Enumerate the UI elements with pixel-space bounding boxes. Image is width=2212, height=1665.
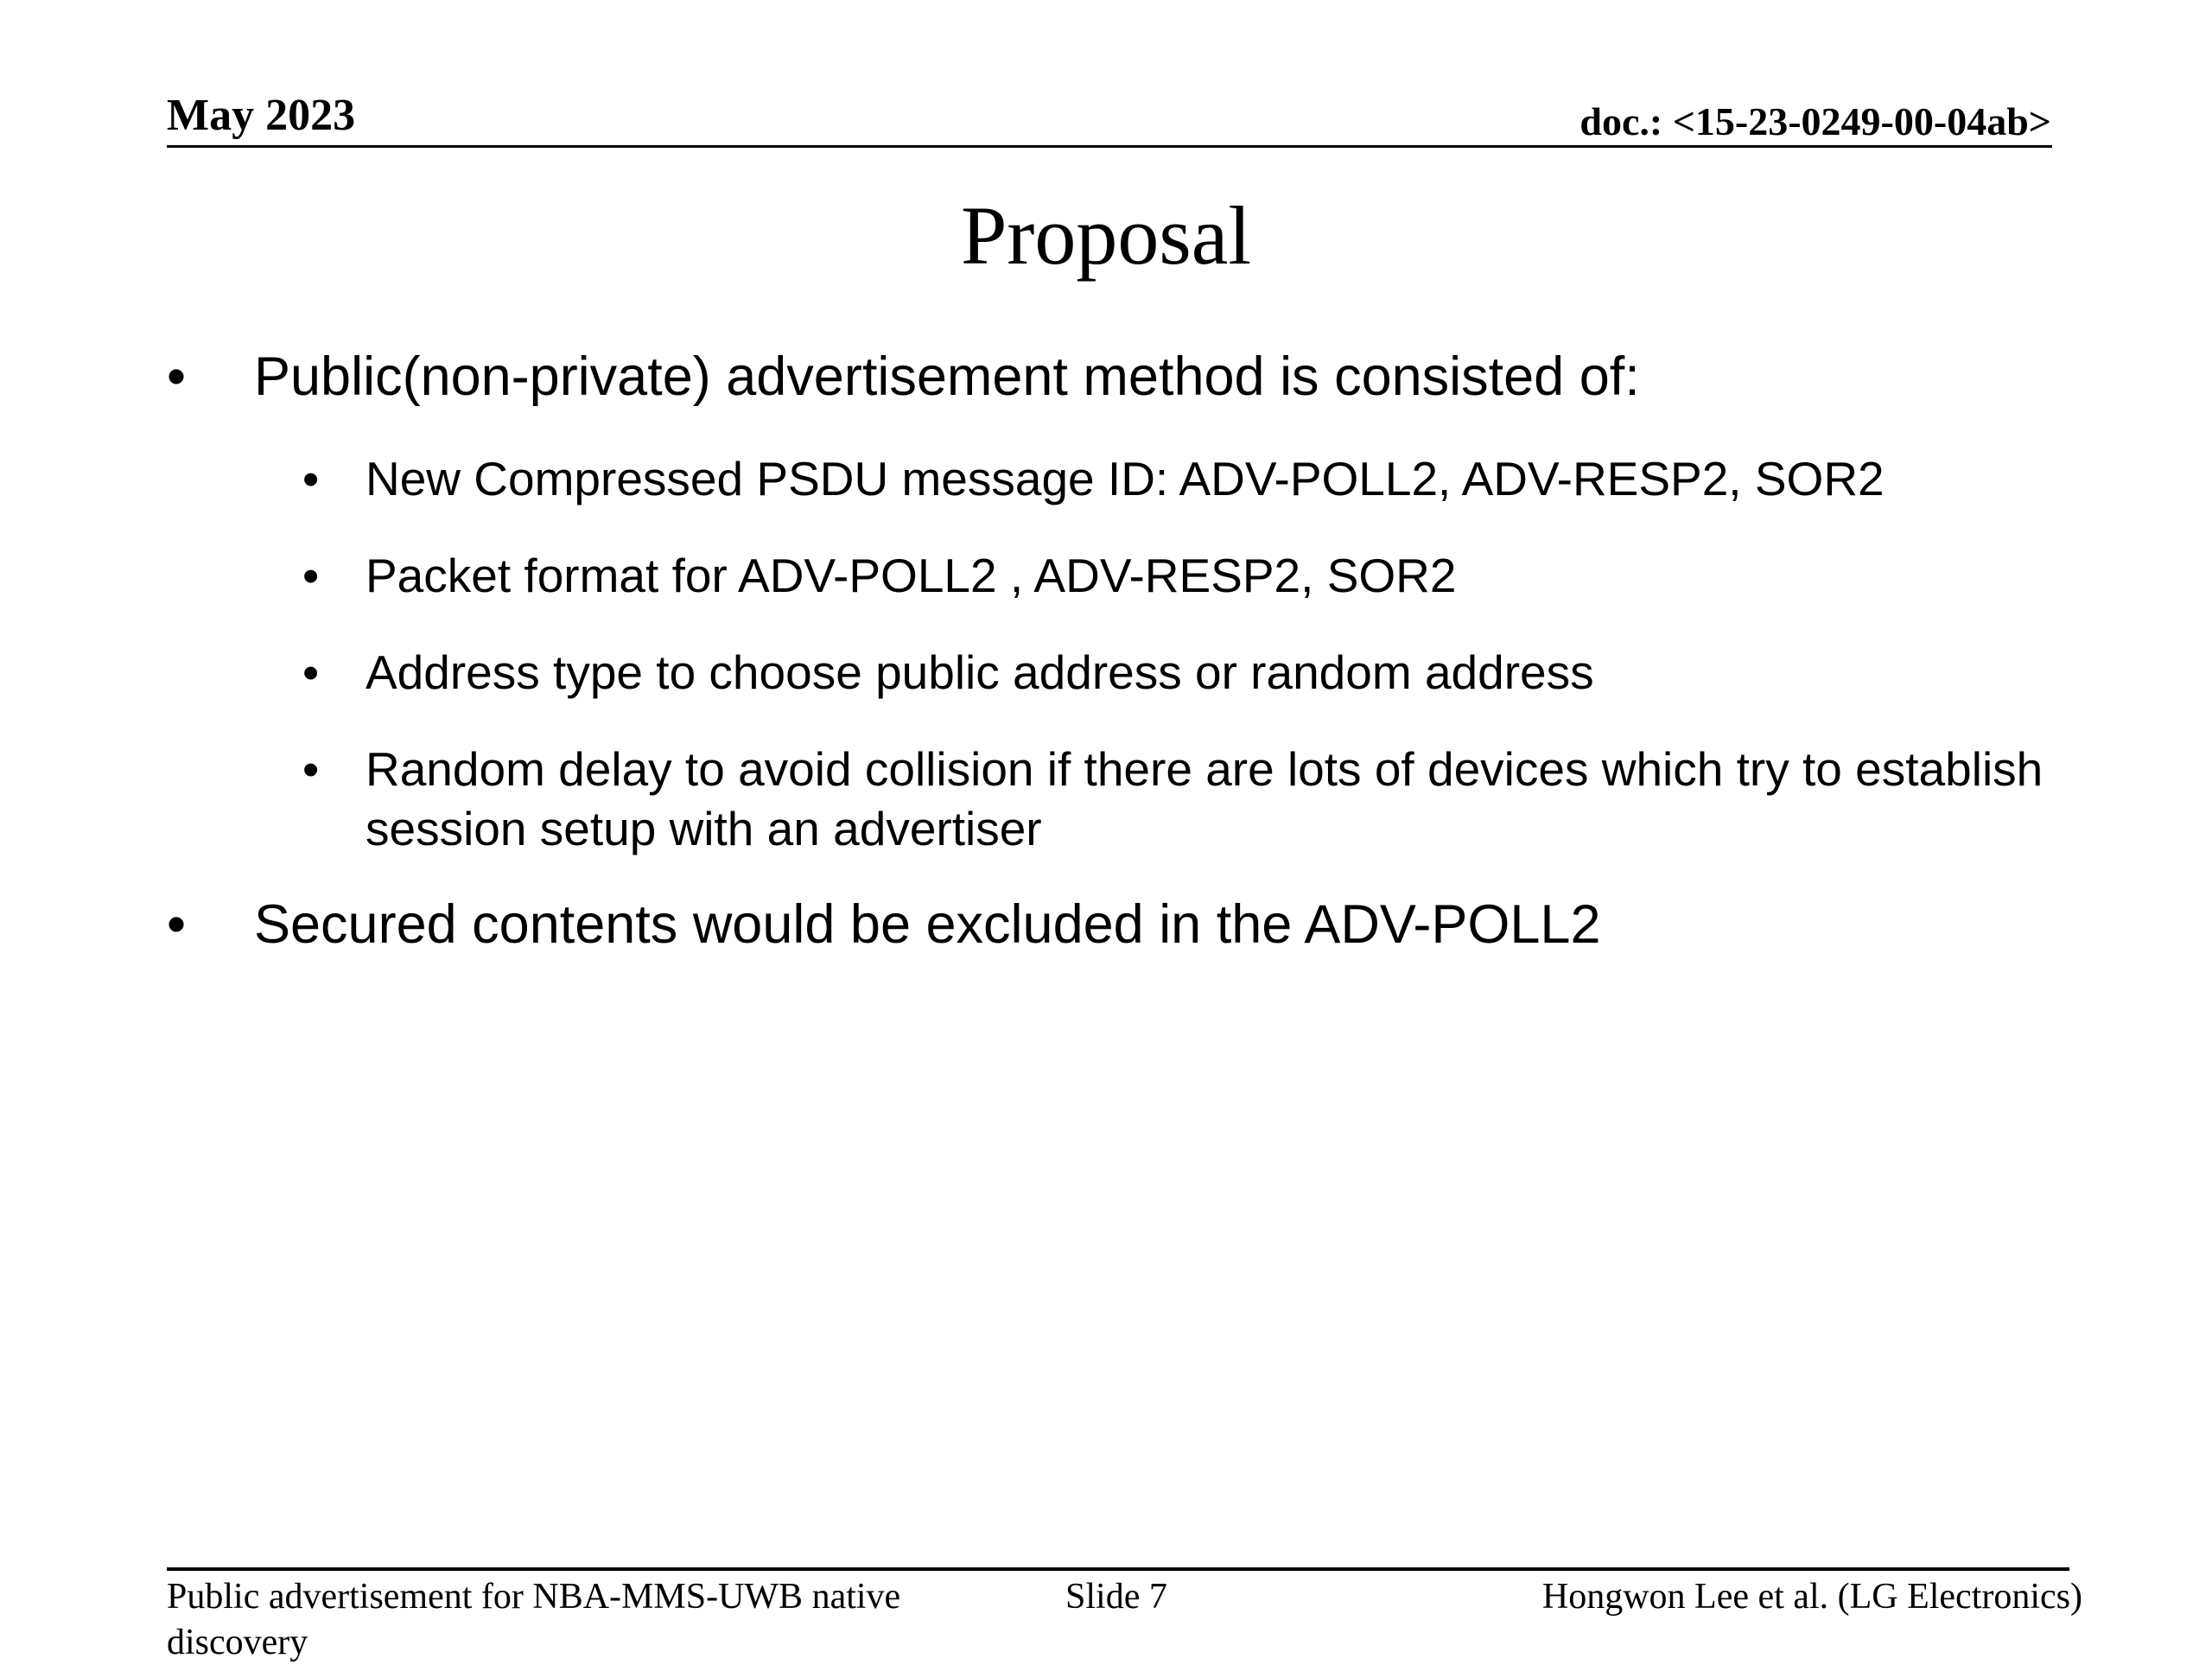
slide-title: Proposal [961, 189, 1251, 282]
bullet-dot: • [167, 346, 187, 407]
header-divider [167, 145, 2052, 148]
bullet-text: Secured contents would be excluded in the ADV-POLL2 [254, 894, 1601, 955]
sub-bullet-dot: • [302, 452, 320, 505]
bullet-text: Public(non-private) advertisement method is consisted of: [254, 346, 1640, 407]
sub-bullet-text: New Compressed PSDU message ID: ADV-POLL2, ADV-RESP2, SOR2 [365, 452, 1885, 505]
sub-bullet-dot: • [302, 742, 320, 796]
sub-bullet-text: Address type to choose public address or random address [365, 645, 1594, 699]
footer-divider [167, 1567, 2069, 1571]
header-doc-id: doc.: <15-23-0249-00-04ab> [1580, 99, 2051, 143]
footer-slide-number: Slide 7 [1065, 1577, 1167, 1617]
sub-bullet-dot: • [302, 549, 320, 602]
sub-bullet-dot: • [302, 645, 320, 699]
sub-bullet-text: Packet format for ADV-POLL2 , ADV-RESP2, SOR2 [365, 549, 1457, 602]
sub-bullet-text: Random delay to avoid collision if there are lots of devices which try to establish session setup with an advertiser [365, 742, 2044, 855]
footer-author: Hongwon Lee et al. (LG Electronics) [1541, 1577, 2082, 1617]
bullet-dot: • [167, 894, 187, 955]
header-date: May 2023 [167, 91, 356, 140]
footer-presentation-title: Public advertisement for NBA-MMS-UWB native discovery [167, 1577, 901, 1662]
